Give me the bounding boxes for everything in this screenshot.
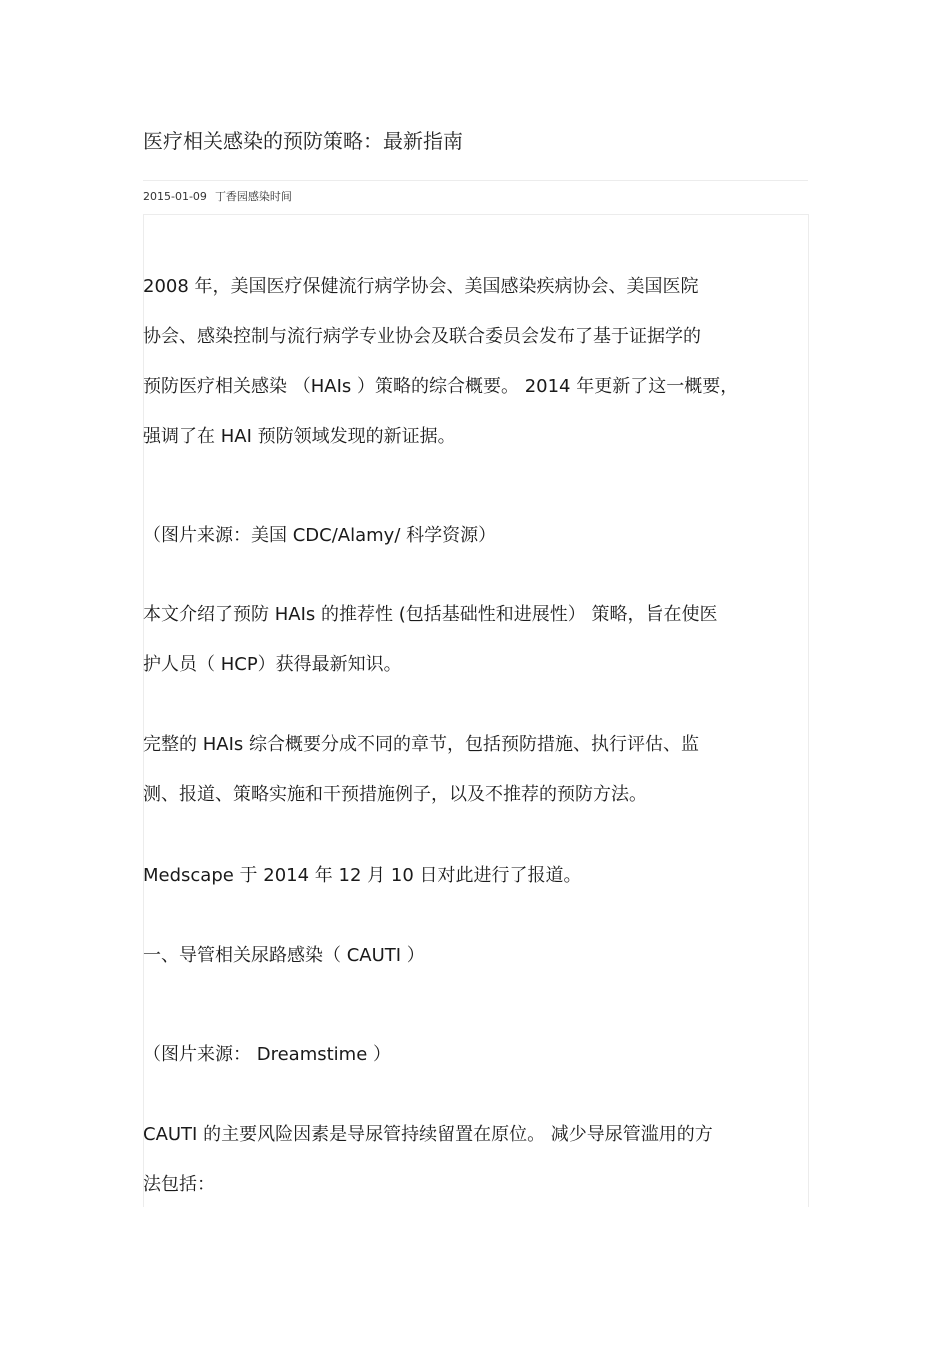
image-caption-dreamstime xyxy=(143,1030,808,1080)
paragraph-sections xyxy=(143,720,808,820)
article-source[interactable]: 丁香园感染时间 xyxy=(214,190,292,203)
paragraph-line: 护人员（ HCP）获得最新知识。 xyxy=(143,654,402,675)
paragraph-line: 完整的 HAIs 综合概要分成不同的章节，包括预防措施、执行评估、监 xyxy=(143,734,699,755)
paragraph-line: Medscape 于 2014 年 12 月 10 日对此进行了报道。 xyxy=(143,865,582,886)
caption-line: （图片来源： Dreamstime ） xyxy=(143,1044,391,1065)
paragraph-line: 2008 年，美国医疗保健流行病学协会、美国感染疾病协会、美国医院 xyxy=(143,276,699,297)
paragraph-line: 本文介绍了预防 HAIs 的推荐性 (包括基础性和进展性） 策略，旨在使医 xyxy=(143,604,718,625)
caption-line: （图片来源：美国 CDC/Alamy/ 科学资源） xyxy=(143,525,497,546)
heading-line: 一、导管相关尿路感染（ CAUTI ） xyxy=(143,945,425,966)
paragraph-line: 强调了在 HAI 预防领域发现的新证据。 xyxy=(143,426,456,447)
article-date: 2015-01-09 xyxy=(143,190,207,203)
title-divider xyxy=(143,180,808,181)
paragraph-purpose xyxy=(143,590,808,690)
paragraph-line: CAUTI 的主要风险因素是导尿管持续留置在原位。 减少导尿管滥用的方 xyxy=(143,1124,713,1145)
paragraph-medscape xyxy=(143,851,808,901)
paragraph-line: 预防医疗相关感染 （HAIs ）策略的综合概要。 2014 年更新了这一概要， xyxy=(143,376,739,397)
article-meta xyxy=(143,189,292,205)
paragraph-intro xyxy=(143,262,808,462)
image-caption-cdc xyxy=(143,511,808,561)
paragraph-line: 法包括： xyxy=(143,1174,215,1195)
paragraph-cauti-risk xyxy=(143,1110,808,1210)
paragraph-line: 测、报道、策略实施和干预措施例子，以及不推荐的预防方法。 xyxy=(143,784,647,805)
article-title: 医疗相关感染的预防策略：最新指南 xyxy=(143,129,463,153)
section-heading-cauti xyxy=(143,931,808,981)
paragraph-line: 协会、感染控制与流行病学专业协会及联合委员会发布了基于证据学的 xyxy=(143,326,701,347)
